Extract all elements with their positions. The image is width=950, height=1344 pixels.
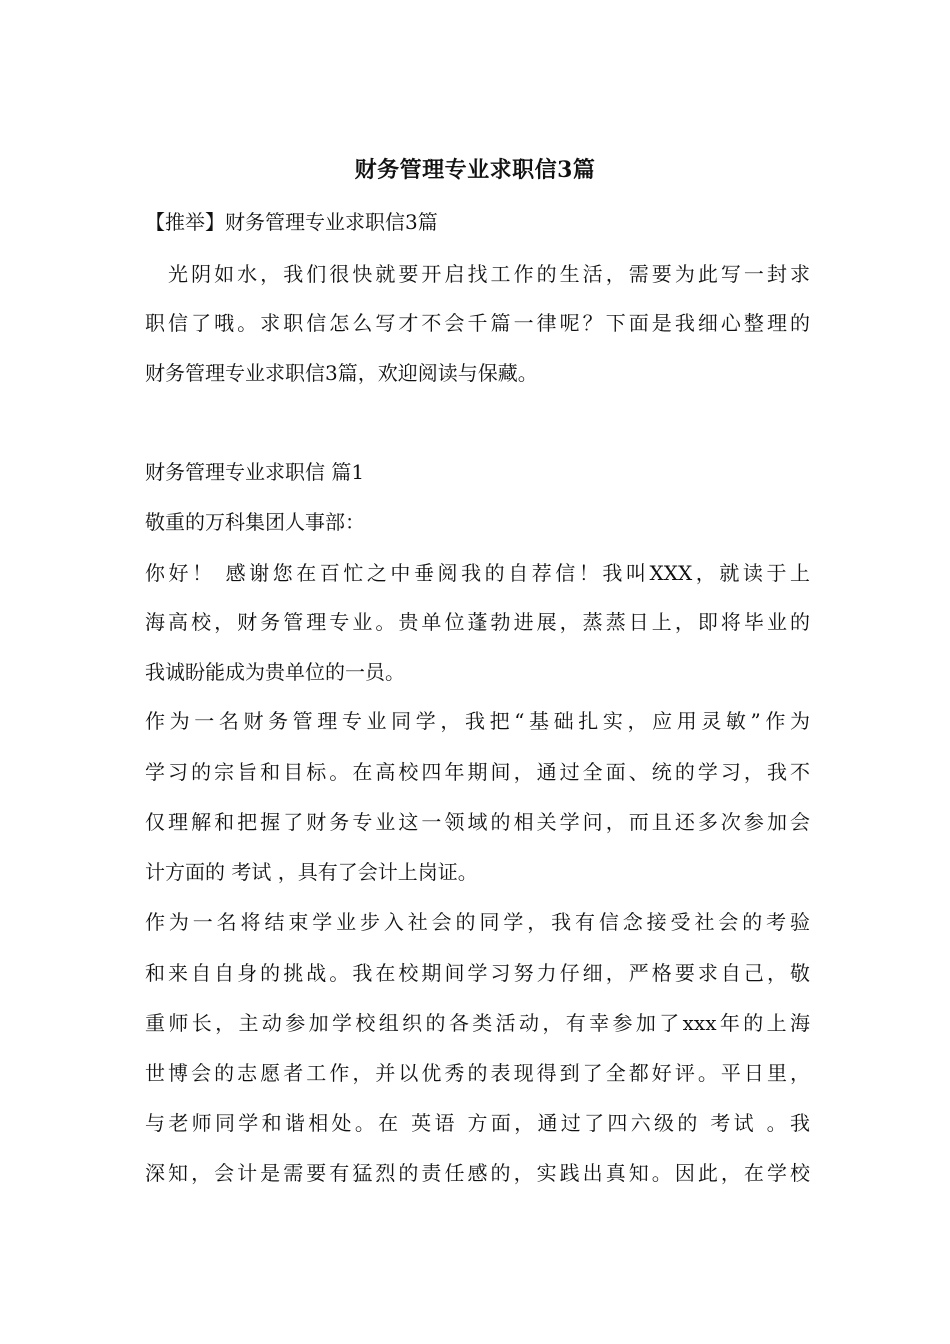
body-line-6: 仅理解和把握了财务专业这一领域的相关学问，而且还多次参加会	[145, 810, 810, 834]
body-line-1: 你好！ 感谢您在百忙之中垂阅我的自荐信！我叫XXX，就读于上	[145, 561, 810, 585]
body-line-13: 深知，会计是需要有猛烈的责任感的，实践出真知。因此，在学校	[145, 1161, 810, 1185]
recommend-line: 【推举】财务管理专业求职信3篇	[145, 210, 438, 234]
body-line-4: 作为一名财务管理专业同学，我把“基础扎实，应用灵敏”作为	[145, 709, 810, 733]
body-line-11: 世博会的志愿者工作，并以优秀的表现得到了全都好评。平日里，	[145, 1061, 810, 1085]
intro-line-2: 职信了哦。求职信怎么写才不会千篇一律呢？下面是我细心整理的	[145, 311, 810, 335]
body-line-5: 学习的宗旨和目标。在高校四年期间，通过全面、统的学习，我不	[145, 760, 810, 784]
body-line-3: 我诚盼能成为贵单位的一员。	[145, 660, 405, 684]
salutation: 敬重的万科集团人事部：	[145, 510, 365, 534]
body-line-12: 与老师同学和谐相处。在 英语 方面，通过了四六级的 考试 。我	[145, 1111, 810, 1135]
document-title: 财务管理专业求职信3篇	[354, 157, 596, 183]
section-heading: 财务管理专业求职信 篇1	[145, 460, 365, 484]
body-line-2: 海高校，财务管理专业。贵单位蓬勃进展，蒸蒸日上，即将毕业的	[145, 610, 810, 634]
body-line-10: 重师长，主动参加学校组织的各类活动，有幸参加了xxx年的上海	[145, 1011, 810, 1035]
body-line-8: 作为一名将结束学业步入社会的同学，我有信念接受社会的考验	[145, 910, 810, 934]
intro-line-3: 财务管理专业求职信3篇，欢迎阅读与保藏。	[145, 361, 538, 385]
intro-line-1: 光阴如水，我们很快就要开启找工作的生活，需要为此写一封求	[145, 262, 810, 286]
body-line-9: 和来自自身的挑战。我在校期间学习努力仔细，严格要求自己，敬	[145, 961, 810, 985]
body-line-7: 计方面的 考试 ，具有了会计上岗证。	[145, 860, 478, 884]
